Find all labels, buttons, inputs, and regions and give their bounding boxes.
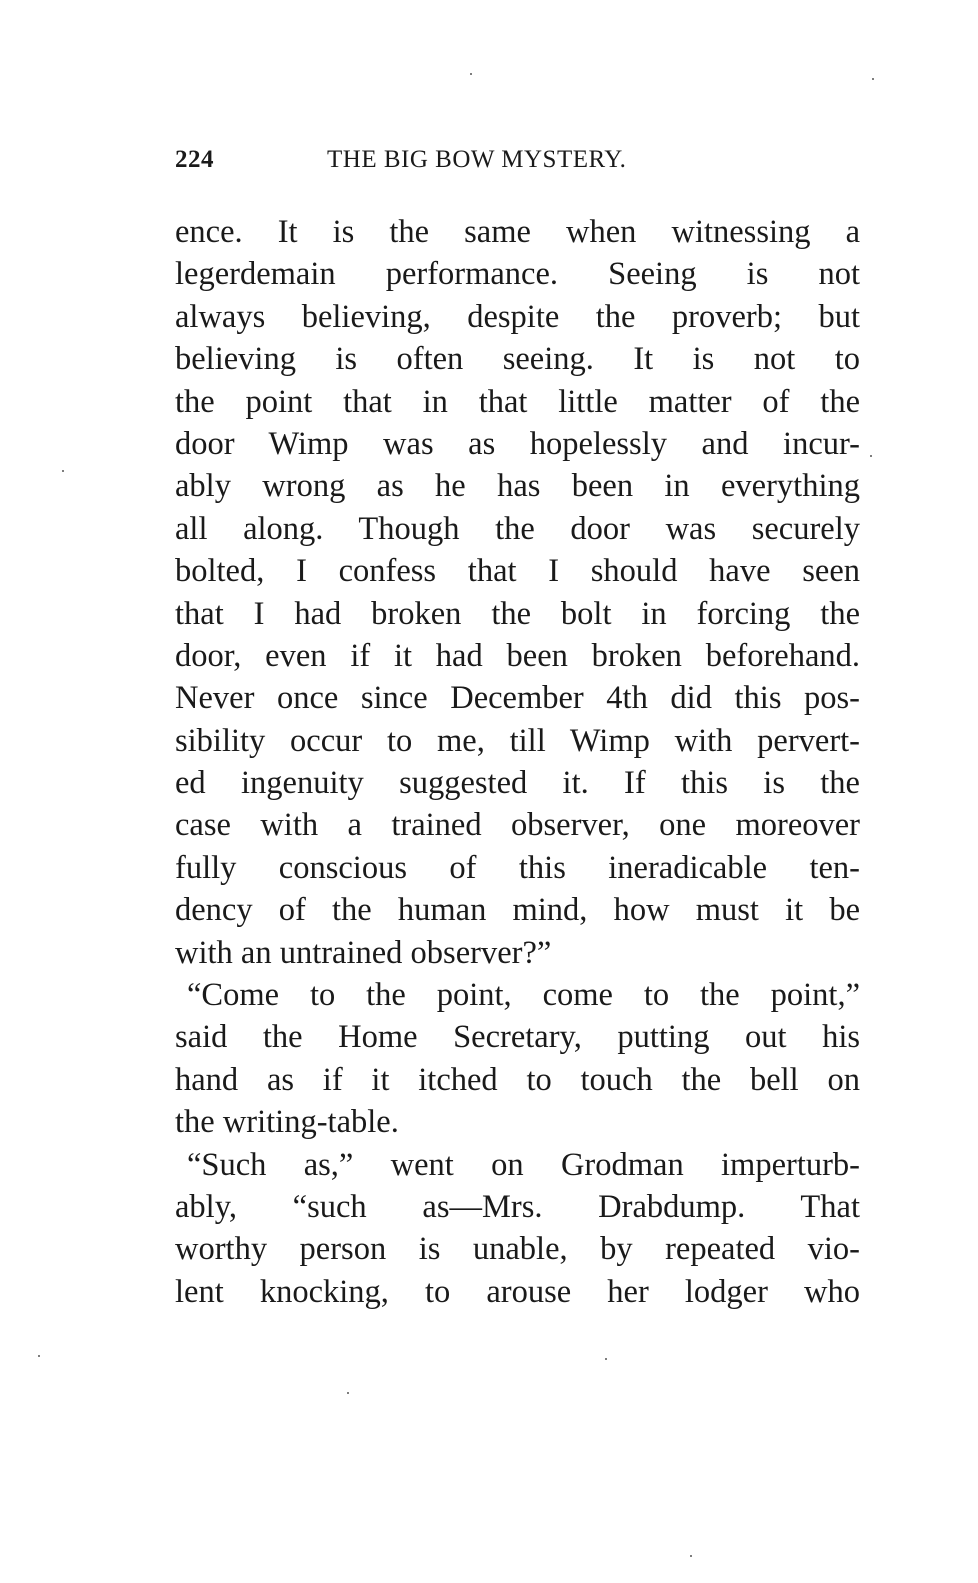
text-line: “Such as,” went on Grodman imperturb- — [187, 1146, 860, 1183]
text-line: hand as if it itched to touch the bell on — [175, 1061, 860, 1098]
text-line: door Wimp was as hopelessly and incur- — [175, 425, 860, 462]
scan-speck — [690, 1555, 692, 1557]
text-line: bolted, I confess that I should have seen — [175, 553, 860, 590]
text-line: ed ingenuity suggested it. If this is the — [175, 765, 860, 802]
text-line: with an untrained observer?” — [175, 934, 552, 971]
text-line: believing is often seeing. It is not to — [175, 341, 860, 378]
text-line: fully conscious of this ineradicable ten- — [175, 849, 860, 886]
scan-speck — [470, 73, 472, 75]
text-line: all along. Though the door was securely — [175, 510, 860, 547]
text-line: door, even if it had been broken beforehand. — [175, 637, 860, 674]
text-line: the point that in that little matter of the — [175, 383, 860, 420]
text-line: the writing-table. — [175, 1104, 399, 1141]
text-line: worthy person is unable, by repeated vio- — [175, 1231, 860, 1268]
text-line: said the Home Secretary, putting out his — [175, 1019, 860, 1056]
text-line: ence. It is the same when witnessing a — [175, 214, 860, 250]
scan-speck — [605, 1358, 607, 1360]
text-line: sibility occur to me, till Wimp with pervert- — [175, 722, 860, 759]
scan-speck — [870, 455, 872, 457]
text-line: “Come to the point, come to the point,” — [187, 977, 860, 1014]
text-line: lent knocking, to arouse her lodger who — [175, 1273, 860, 1310]
scan-speck — [872, 78, 874, 80]
text-line: dency of the human mind, how must it be — [175, 892, 860, 929]
text-line: legerdemain performance. Seeing is not — [175, 256, 860, 293]
text-line: always believing, despite the proverb; but — [175, 298, 860, 335]
body-text — [175, 211, 860, 1313]
scan-speck — [347, 1392, 349, 1394]
text-line: ably wrong as he has been in everything — [175, 468, 860, 505]
text-line: case with a trained observer, one moreover — [175, 807, 860, 844]
running-head — [175, 146, 705, 182]
scan-speck — [38, 1355, 40, 1357]
text-line: ably, “such as—Mrs. Drabdump. That — [175, 1188, 860, 1225]
scan-speck — [62, 470, 64, 472]
text-line: Never once since December 4th did this pos- — [175, 680, 860, 717]
text-line: that I had broken the bolt in forcing the — [175, 595, 860, 632]
running-title: THE BIG BOW MYSTERY. — [327, 146, 627, 173]
page-number: 224 — [175, 146, 214, 173]
